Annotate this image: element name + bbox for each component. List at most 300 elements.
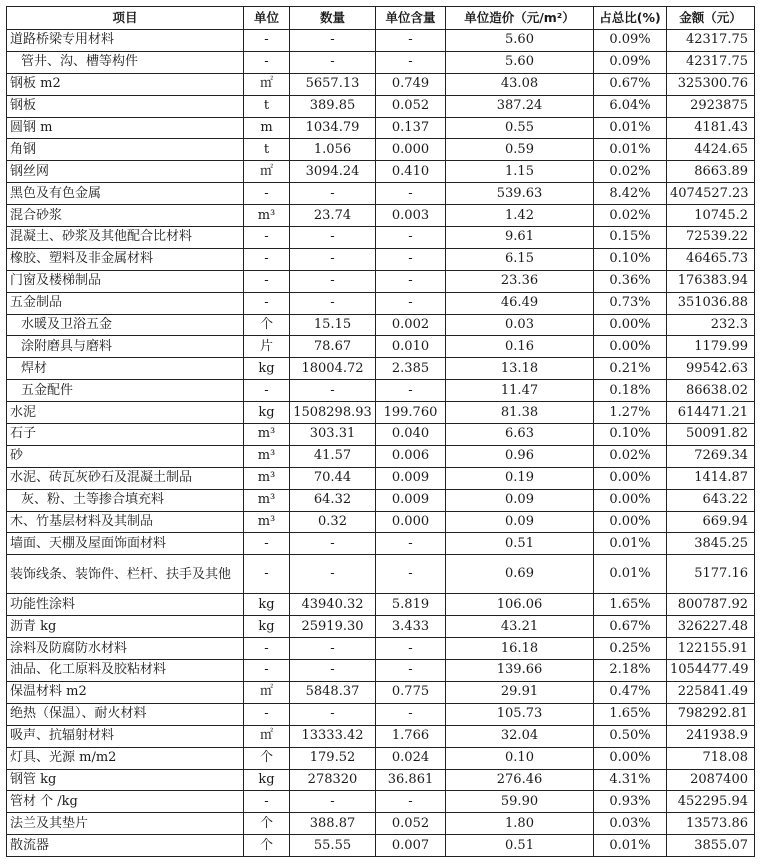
cell-unit-content: - bbox=[376, 638, 446, 660]
cell-quantity: 5848.37 bbox=[290, 681, 376, 703]
cell-item: 保温材料 m2 bbox=[7, 681, 244, 703]
cell-unit: 个 bbox=[244, 314, 290, 336]
cell-unit: ㎡ bbox=[244, 725, 290, 747]
cell-unit-content: 0.006 bbox=[376, 445, 446, 467]
cell-unit-content: - bbox=[376, 51, 446, 73]
cell-percent: 0.93% bbox=[594, 791, 667, 813]
cell-item: 砂 bbox=[7, 445, 244, 467]
cell-unit-cost: 13.18 bbox=[446, 358, 594, 380]
cell-quantity: 1.056 bbox=[290, 139, 376, 161]
cell-quantity: 5657.13 bbox=[290, 73, 376, 95]
cell-unit-cost: 43.21 bbox=[446, 616, 594, 638]
cell-unit: ㎡ bbox=[244, 681, 290, 703]
table-row bbox=[7, 30, 755, 52]
cell-quantity: - bbox=[290, 248, 376, 270]
cell-amount: 1414.87 bbox=[667, 467, 755, 489]
cell-unit-cost: 81.38 bbox=[446, 402, 594, 424]
table-row bbox=[7, 380, 755, 402]
cell-amount: 800787.92 bbox=[667, 594, 755, 616]
cell-percent: 0.00% bbox=[594, 467, 667, 489]
cell-unit: kg bbox=[244, 594, 290, 616]
table-row bbox=[7, 314, 755, 336]
cell-unit: m bbox=[244, 117, 290, 139]
cell-quantity: 278320 bbox=[290, 769, 376, 791]
cell-unit-content: 0.000 bbox=[376, 139, 446, 161]
cell-amount: 241938.9 bbox=[667, 725, 755, 747]
header-unit-content: 单位含量 bbox=[376, 7, 446, 30]
cell-percent: 0.01% bbox=[594, 139, 667, 161]
cell-unit-cost: 0.51 bbox=[446, 533, 594, 555]
cell-unit: kg bbox=[244, 358, 290, 380]
cell-unit: - bbox=[244, 227, 290, 249]
cell-unit-cost: 1.15 bbox=[446, 161, 594, 183]
cell-unit: ㎡ bbox=[244, 161, 290, 183]
cell-amount: 122155.91 bbox=[667, 638, 755, 660]
cell-unit-cost: 5.60 bbox=[446, 51, 594, 73]
cell-percent: 0.09% bbox=[594, 30, 667, 52]
cell-unit-content: 0.024 bbox=[376, 747, 446, 769]
cell-unit: - bbox=[244, 660, 290, 682]
cell-percent: 0.10% bbox=[594, 248, 667, 270]
cell-quantity: 179.52 bbox=[290, 747, 376, 769]
cell-unit-content: - bbox=[376, 791, 446, 813]
cell-amount: 72539.22 bbox=[667, 227, 755, 249]
cell-amount: 99542.63 bbox=[667, 358, 755, 380]
table-row bbox=[7, 703, 755, 725]
cell-item: 管井、沟、槽等构件 bbox=[7, 51, 244, 73]
cell-item: 五金制品 bbox=[7, 292, 244, 314]
cell-unit: kg bbox=[244, 769, 290, 791]
cell-unit-content: - bbox=[376, 30, 446, 52]
cell-amount: 614471.21 bbox=[667, 402, 755, 424]
cell-percent: 0.67% bbox=[594, 73, 667, 95]
cell-unit: m³ bbox=[244, 511, 290, 533]
cell-quantity: - bbox=[290, 703, 376, 725]
cell-unit: 个 bbox=[244, 813, 290, 835]
table-row bbox=[7, 769, 755, 791]
table-row bbox=[7, 791, 755, 813]
table-row bbox=[7, 161, 755, 183]
cell-amount: 4424.65 bbox=[667, 139, 755, 161]
cell-percent: 1.27% bbox=[594, 402, 667, 424]
header-unit-cost: 单位造价（元/m²） bbox=[446, 7, 594, 30]
cell-unit: - bbox=[244, 703, 290, 725]
cell-unit-content: - bbox=[376, 380, 446, 402]
cell-percent: 0.02% bbox=[594, 205, 667, 227]
table-row bbox=[7, 835, 755, 857]
cell-quantity: 41.57 bbox=[290, 445, 376, 467]
cell-unit-content: 0.007 bbox=[376, 835, 446, 857]
cell-amount: 10745.2 bbox=[667, 205, 755, 227]
cell-unit-cost: 6.15 bbox=[446, 248, 594, 270]
cell-amount: 2087400 bbox=[667, 769, 755, 791]
cell-percent: 0.18% bbox=[594, 380, 667, 402]
cell-unit-cost: 139.66 bbox=[446, 660, 594, 682]
cell-unit-content: 0.009 bbox=[376, 489, 446, 511]
cell-unit-content: - bbox=[376, 270, 446, 292]
cell-percent: 0.02% bbox=[594, 161, 667, 183]
cell-unit-content: - bbox=[376, 292, 446, 314]
cell-item: 五金配件 bbox=[7, 380, 244, 402]
cell-amount: 13573.86 bbox=[667, 813, 755, 835]
cell-unit-cost: 43.08 bbox=[446, 73, 594, 95]
cell-item: 道路桥梁专用材料 bbox=[7, 30, 244, 52]
cell-unit-content: 0.775 bbox=[376, 681, 446, 703]
cell-unit: t bbox=[244, 95, 290, 117]
cell-item: 油品、化工原料及胶粘材料 bbox=[7, 660, 244, 682]
header-item: 项目 bbox=[7, 7, 244, 30]
cell-unit: ㎡ bbox=[244, 73, 290, 95]
cell-unit-cost: 11.47 bbox=[446, 380, 594, 402]
cell-quantity: - bbox=[290, 270, 376, 292]
cell-percent: 0.02% bbox=[594, 445, 667, 467]
cell-unit-content: - bbox=[376, 533, 446, 555]
cell-item: 法兰及其垫片 bbox=[7, 813, 244, 835]
cell-unit-content: 0.000 bbox=[376, 511, 446, 533]
cell-unit-cost: 539.63 bbox=[446, 183, 594, 205]
cell-quantity: 78.67 bbox=[290, 336, 376, 358]
cell-amount: 1179.99 bbox=[667, 336, 755, 358]
cell-unit-cost: 0.09 bbox=[446, 511, 594, 533]
table-row bbox=[7, 292, 755, 314]
cell-percent: 0.00% bbox=[594, 489, 667, 511]
table-row bbox=[7, 555, 755, 594]
cell-percent: 0.01% bbox=[594, 117, 667, 139]
cell-quantity: 64.32 bbox=[290, 489, 376, 511]
cell-amount: 669.94 bbox=[667, 511, 755, 533]
cell-quantity: 13333.42 bbox=[290, 725, 376, 747]
cell-unit: kg bbox=[244, 402, 290, 424]
cell-percent: 0.01% bbox=[594, 835, 667, 857]
cell-quantity: - bbox=[290, 30, 376, 52]
cell-unit-cost: 0.69 bbox=[446, 555, 594, 594]
header-unit: 单位 bbox=[244, 7, 290, 30]
table-row bbox=[7, 511, 755, 533]
header-quantity: 数量 bbox=[290, 7, 376, 30]
cell-amount: 3845.25 bbox=[667, 533, 755, 555]
cell-unit-content: 0.010 bbox=[376, 336, 446, 358]
cell-unit: - bbox=[244, 791, 290, 813]
cell-quantity: - bbox=[290, 638, 376, 660]
table-row bbox=[7, 402, 755, 424]
table-row bbox=[7, 95, 755, 117]
cell-amount: 325300.76 bbox=[667, 73, 755, 95]
table-row bbox=[7, 73, 755, 95]
cell-quantity: 1034.79 bbox=[290, 117, 376, 139]
cell-amount: 2923875 bbox=[667, 95, 755, 117]
cell-amount: 42317.75 bbox=[667, 30, 755, 52]
cell-item: 管材 个 /kg bbox=[7, 791, 244, 813]
cell-unit-content: - bbox=[376, 703, 446, 725]
table-row bbox=[7, 424, 755, 446]
table-row bbox=[7, 358, 755, 380]
table-row bbox=[7, 117, 755, 139]
cell-unit: 片 bbox=[244, 336, 290, 358]
cell-amount: 3855.07 bbox=[667, 835, 755, 857]
cell-percent: 0.03% bbox=[594, 813, 667, 835]
cell-quantity: - bbox=[290, 292, 376, 314]
table-row bbox=[7, 139, 755, 161]
cell-quantity: 1508298.93 bbox=[290, 402, 376, 424]
cell-unit-content: 5.819 bbox=[376, 594, 446, 616]
cell-percent: 0.47% bbox=[594, 681, 667, 703]
cell-percent: 8.42% bbox=[594, 183, 667, 205]
cell-unit: - bbox=[244, 533, 290, 555]
cell-quantity: - bbox=[290, 555, 376, 594]
cell-unit-content: - bbox=[376, 248, 446, 270]
cell-percent: 0.15% bbox=[594, 227, 667, 249]
cell-unit-cost: 0.19 bbox=[446, 467, 594, 489]
cell-amount: 326227.48 bbox=[667, 616, 755, 638]
cell-item: 木、竹基层材料及其制品 bbox=[7, 511, 244, 533]
table-row bbox=[7, 594, 755, 616]
cell-percent: 0.01% bbox=[594, 555, 667, 594]
material-cost-table bbox=[6, 6, 755, 857]
table-row bbox=[7, 638, 755, 660]
cell-unit-content: 1.766 bbox=[376, 725, 446, 747]
table-row bbox=[7, 205, 755, 227]
cell-percent: 4.31% bbox=[594, 769, 667, 791]
cell-quantity: 303.31 bbox=[290, 424, 376, 446]
table-header-row bbox=[7, 7, 755, 30]
cell-unit-content: 36.861 bbox=[376, 769, 446, 791]
cell-unit: kg bbox=[244, 616, 290, 638]
table-row bbox=[7, 227, 755, 249]
table-row bbox=[7, 336, 755, 358]
cell-unit-content: 2.385 bbox=[376, 358, 446, 380]
header-percent: 占总比(%) bbox=[594, 7, 667, 30]
cell-unit-cost: 9.61 bbox=[446, 227, 594, 249]
cell-item: 圆钢 m bbox=[7, 117, 244, 139]
cell-item: 墙面、天棚及屋面饰面材料 bbox=[7, 533, 244, 555]
cell-unit-cost: 0.51 bbox=[446, 835, 594, 857]
cell-quantity: 388.87 bbox=[290, 813, 376, 835]
table-row bbox=[7, 270, 755, 292]
cell-quantity: - bbox=[290, 533, 376, 555]
cell-unit: - bbox=[244, 248, 290, 270]
cell-percent: 0.25% bbox=[594, 638, 667, 660]
cell-quantity: 389.85 bbox=[290, 95, 376, 117]
cell-unit-cost: 0.03 bbox=[446, 314, 594, 336]
table-row bbox=[7, 725, 755, 747]
cell-unit: - bbox=[244, 638, 290, 660]
cell-unit: - bbox=[244, 555, 290, 594]
cell-unit: m³ bbox=[244, 205, 290, 227]
cell-item: 橡胶、塑料及非金属材料 bbox=[7, 248, 244, 270]
cell-item: 焊材 bbox=[7, 358, 244, 380]
cell-unit-cost: 23.36 bbox=[446, 270, 594, 292]
cell-unit-cost: 46.49 bbox=[446, 292, 594, 314]
cell-item: 吸声、抗辐射材料 bbox=[7, 725, 244, 747]
cell-item: 石子 bbox=[7, 424, 244, 446]
cell-amount: 50091.82 bbox=[667, 424, 755, 446]
cell-quantity: 43940.32 bbox=[290, 594, 376, 616]
cell-unit-cost: 0.10 bbox=[446, 747, 594, 769]
cell-item: 混凝土、砂浆及其他配合比材料 bbox=[7, 227, 244, 249]
cell-amount: 798292.81 bbox=[667, 703, 755, 725]
header-amount: 金额（元） bbox=[667, 7, 755, 30]
cell-item: 涂附磨具与磨料 bbox=[7, 336, 244, 358]
cell-unit-content: 0.410 bbox=[376, 161, 446, 183]
table-row bbox=[7, 248, 755, 270]
cell-quantity: 23.74 bbox=[290, 205, 376, 227]
cell-unit: - bbox=[244, 183, 290, 205]
table-row bbox=[7, 533, 755, 555]
cell-unit: m³ bbox=[244, 467, 290, 489]
cell-quantity: - bbox=[290, 380, 376, 402]
cell-unit-content: - bbox=[376, 183, 446, 205]
cell-unit: m³ bbox=[244, 445, 290, 467]
cell-percent: 2.18% bbox=[594, 660, 667, 682]
cell-amount: 232.3 bbox=[667, 314, 755, 336]
table-row bbox=[7, 660, 755, 682]
cell-percent: 0.67% bbox=[594, 616, 667, 638]
cell-unit: - bbox=[244, 270, 290, 292]
cell-item: 水暖及卫浴五金 bbox=[7, 314, 244, 336]
cell-item: 散流器 bbox=[7, 835, 244, 857]
cell-unit: m³ bbox=[244, 489, 290, 511]
table-row bbox=[7, 489, 755, 511]
cell-unit-content: 0.137 bbox=[376, 117, 446, 139]
cell-unit-content: - bbox=[376, 555, 446, 594]
cell-item: 门窗及楼梯制品 bbox=[7, 270, 244, 292]
cell-unit-cost: 1.80 bbox=[446, 813, 594, 835]
cell-percent: 6.04% bbox=[594, 95, 667, 117]
cell-percent: 0.36% bbox=[594, 270, 667, 292]
cell-unit: - bbox=[244, 30, 290, 52]
cell-amount: 4074527.23 bbox=[667, 183, 755, 205]
cell-quantity: - bbox=[290, 660, 376, 682]
cell-amount: 5177.16 bbox=[667, 555, 755, 594]
cell-unit: - bbox=[244, 292, 290, 314]
cell-percent: 0.10% bbox=[594, 424, 667, 446]
cell-item: 钢管 kg bbox=[7, 769, 244, 791]
cell-percent: 0.50% bbox=[594, 725, 667, 747]
cell-unit-cost: 105.73 bbox=[446, 703, 594, 725]
table-row bbox=[7, 183, 755, 205]
cell-item: 水泥 bbox=[7, 402, 244, 424]
cell-unit-cost: 32.04 bbox=[446, 725, 594, 747]
table-row bbox=[7, 747, 755, 769]
table-body bbox=[7, 30, 755, 857]
cell-unit-content: - bbox=[376, 227, 446, 249]
cell-quantity: - bbox=[290, 791, 376, 813]
cell-item: 绝热（保温）、耐火材料 bbox=[7, 703, 244, 725]
cell-percent: 0.21% bbox=[594, 358, 667, 380]
cell-percent: 0.73% bbox=[594, 292, 667, 314]
cell-percent: 0.00% bbox=[594, 314, 667, 336]
cell-unit-cost: 0.96 bbox=[446, 445, 594, 467]
cell-unit-cost: 0.59 bbox=[446, 139, 594, 161]
cell-unit-content: 0.003 bbox=[376, 205, 446, 227]
cell-unit-cost: 1.42 bbox=[446, 205, 594, 227]
table-row bbox=[7, 445, 755, 467]
cell-unit-cost: 59.90 bbox=[446, 791, 594, 813]
cell-quantity: 55.55 bbox=[290, 835, 376, 857]
cell-quantity: 25919.30 bbox=[290, 616, 376, 638]
cell-unit-content: 3.433 bbox=[376, 616, 446, 638]
cell-amount: 4181.43 bbox=[667, 117, 755, 139]
cell-amount: 452295.94 bbox=[667, 791, 755, 813]
table-row bbox=[7, 51, 755, 73]
cell-amount: 7269.34 bbox=[667, 445, 755, 467]
cell-item: 沥青 kg bbox=[7, 616, 244, 638]
cell-quantity: 15.15 bbox=[290, 314, 376, 336]
cell-unit-cost: 276.46 bbox=[446, 769, 594, 791]
cell-item: 水泥、砖瓦灰砂石及混凝土制品 bbox=[7, 467, 244, 489]
cell-unit-cost: 0.55 bbox=[446, 117, 594, 139]
cell-unit-content: 0.749 bbox=[376, 73, 446, 95]
cell-amount: 643.22 bbox=[667, 489, 755, 511]
cell-unit-cost: 106.06 bbox=[446, 594, 594, 616]
cell-item: 混合砂浆 bbox=[7, 205, 244, 227]
cell-unit-content: 0.052 bbox=[376, 95, 446, 117]
table-row bbox=[7, 467, 755, 489]
cell-unit-content: 0.002 bbox=[376, 314, 446, 336]
table-row bbox=[7, 813, 755, 835]
cell-amount: 86638.02 bbox=[667, 380, 755, 402]
cell-unit-cost: 0.09 bbox=[446, 489, 594, 511]
cell-unit-cost: 29.91 bbox=[446, 681, 594, 703]
cell-item: 黑色及有色金属 bbox=[7, 183, 244, 205]
cell-amount: 225841.49 bbox=[667, 681, 755, 703]
cell-amount: 718.08 bbox=[667, 747, 755, 769]
cell-unit: - bbox=[244, 51, 290, 73]
cell-quantity: 18004.72 bbox=[290, 358, 376, 380]
table-row bbox=[7, 616, 755, 638]
cell-percent: 1.65% bbox=[594, 703, 667, 725]
cell-percent: 0.00% bbox=[594, 336, 667, 358]
cell-unit: 个 bbox=[244, 835, 290, 857]
cell-amount: 1054477.49 bbox=[667, 660, 755, 682]
cell-amount: 8663.89 bbox=[667, 161, 755, 183]
cell-percent: 0.00% bbox=[594, 511, 667, 533]
cell-percent: 1.65% bbox=[594, 594, 667, 616]
cell-quantity: 3094.24 bbox=[290, 161, 376, 183]
cell-unit-content: 0.040 bbox=[376, 424, 446, 446]
cell-amount: 42317.75 bbox=[667, 51, 755, 73]
cell-item: 功能性涂料 bbox=[7, 594, 244, 616]
cell-unit-content: 0.052 bbox=[376, 813, 446, 835]
cell-amount: 46465.73 bbox=[667, 248, 755, 270]
cell-item: 钢板 bbox=[7, 95, 244, 117]
cell-quantity: - bbox=[290, 183, 376, 205]
cell-amount: 176383.94 bbox=[667, 270, 755, 292]
cell-quantity: - bbox=[290, 227, 376, 249]
cell-item: 涂料及防腐防水材料 bbox=[7, 638, 244, 660]
cell-unit-content: - bbox=[376, 660, 446, 682]
cell-unit-cost: 16.18 bbox=[446, 638, 594, 660]
cell-unit-content: 0.009 bbox=[376, 467, 446, 489]
cell-unit-cost: 5.60 bbox=[446, 30, 594, 52]
cell-amount: 351036.88 bbox=[667, 292, 755, 314]
cell-quantity: - bbox=[290, 51, 376, 73]
cell-unit: t bbox=[244, 139, 290, 161]
table-row bbox=[7, 681, 755, 703]
cell-unit: - bbox=[244, 380, 290, 402]
cell-percent: 0.00% bbox=[594, 747, 667, 769]
cell-unit-cost: 6.63 bbox=[446, 424, 594, 446]
cell-unit: 个 bbox=[244, 747, 290, 769]
cell-item: 灯具、光源 m/m2 bbox=[7, 747, 244, 769]
cell-item: 角钢 bbox=[7, 139, 244, 161]
cell-unit-cost: 0.16 bbox=[446, 336, 594, 358]
material-cost-table-container bbox=[6, 6, 755, 857]
cell-item: 钢丝网 bbox=[7, 161, 244, 183]
cell-item: 装饰线条、装饰件、栏杆、扶手及其他 bbox=[7, 555, 244, 594]
cell-unit-content: 199.760 bbox=[376, 402, 446, 424]
cell-unit: m³ bbox=[244, 424, 290, 446]
